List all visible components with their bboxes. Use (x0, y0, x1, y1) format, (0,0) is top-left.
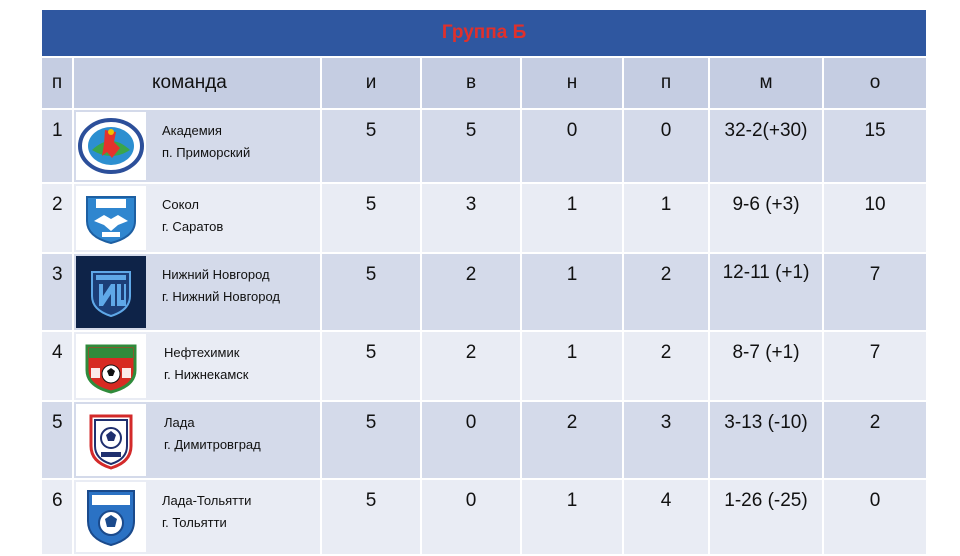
header-team: команда (73, 57, 321, 109)
team-info (162, 120, 250, 164)
header-goals: м (709, 57, 823, 109)
row-points: 7 (823, 253, 927, 331)
row-won: 0 (421, 479, 521, 555)
sokol-badge-icon (76, 186, 146, 250)
header-played: и (321, 57, 421, 109)
row-pos: 6 (41, 479, 73, 555)
row-played: 5 (321, 109, 421, 183)
header-points: о (823, 57, 927, 109)
team-name: Лада (164, 415, 195, 430)
row-points: 7 (823, 331, 927, 401)
row-won: 2 (421, 331, 521, 401)
team-name: Лада-Тольятти (162, 493, 252, 508)
row-draw: 1 (521, 183, 623, 253)
header-pos: п (41, 57, 73, 109)
team-cell (73, 331, 321, 401)
header-lost: п (623, 57, 709, 109)
header-won: в (421, 57, 521, 109)
team-name: Сокол (162, 197, 199, 212)
header-draw: н (521, 57, 623, 109)
title-row (41, 9, 927, 57)
row-points: 2 (823, 401, 927, 479)
team-city: г. Тольятти (162, 515, 227, 530)
row-draw: 1 (521, 253, 623, 331)
row-pos: 5 (41, 401, 73, 479)
team-city: г. Саратов (162, 219, 224, 234)
row-draw: 1 (521, 479, 623, 555)
akademia-badge-icon (76, 112, 146, 180)
row-pos: 4 (41, 331, 73, 401)
row-played: 5 (321, 331, 421, 401)
row-lost: 4 (623, 479, 709, 555)
row-played: 5 (321, 183, 421, 253)
row-goals: 1-26 (-25) (709, 479, 823, 555)
row-goals: 32-2(+30) (709, 109, 823, 183)
row-lost: 2 (623, 331, 709, 401)
row-played: 5 (321, 479, 421, 555)
row-goals: 9-6 (+3) (709, 183, 823, 253)
team-info (162, 490, 251, 534)
team-info (162, 194, 223, 238)
lada-badge-icon (76, 404, 146, 476)
row-lost: 3 (623, 401, 709, 479)
team-cell (73, 401, 321, 479)
row-draw: 0 (521, 109, 623, 183)
team-cell (73, 109, 321, 183)
row-points: 0 (823, 479, 927, 555)
row-draw: 2 (521, 401, 623, 479)
team-cell (73, 183, 321, 253)
standings-table (40, 8, 928, 556)
row-lost: 2 (623, 253, 709, 331)
group-title: Группа Б (41, 9, 927, 57)
team-name: Нижний Новгород (162, 267, 270, 282)
lada-tolyatti-badge-icon (76, 482, 146, 552)
table-row (41, 183, 927, 253)
row-pos: 1 (41, 109, 73, 183)
team-name: Нефтехимик (164, 345, 240, 360)
team-info (162, 264, 280, 308)
row-won: 3 (421, 183, 521, 253)
row-goals: 12-11 (+1) (709, 253, 823, 331)
table-row (41, 479, 927, 555)
table-row (41, 253, 927, 331)
team-city: г. Димитровград (164, 437, 261, 452)
team-city: г. Нижний Новгород (162, 289, 281, 304)
team-city: п. Приморский (162, 145, 251, 160)
table-row (41, 109, 927, 183)
team-city: г. Нижнекамск (164, 367, 249, 382)
row-lost: 0 (623, 109, 709, 183)
row-lost: 1 (623, 183, 709, 253)
row-won: 5 (421, 109, 521, 183)
team-info (164, 342, 248, 386)
row-pos: 2 (41, 183, 73, 253)
row-won: 0 (421, 401, 521, 479)
row-draw: 1 (521, 331, 623, 401)
team-info (164, 412, 261, 456)
row-goals: 8-7 (+1) (709, 331, 823, 401)
row-points: 10 (823, 183, 927, 253)
row-goals: 3-13 (-10) (709, 401, 823, 479)
row-points: 15 (823, 109, 927, 183)
team-cell (73, 253, 321, 331)
row-played: 5 (321, 401, 421, 479)
row-played: 5 (321, 253, 421, 331)
row-won: 2 (421, 253, 521, 331)
row-pos: 3 (41, 253, 73, 331)
team-cell (73, 479, 321, 555)
header-row (41, 57, 927, 109)
table-row (41, 331, 927, 401)
neftekhimik-badge-icon (76, 334, 146, 398)
team-name: Академия (162, 123, 222, 138)
nizhny-novgorod-badge-icon (76, 256, 146, 328)
table-row (41, 401, 927, 479)
